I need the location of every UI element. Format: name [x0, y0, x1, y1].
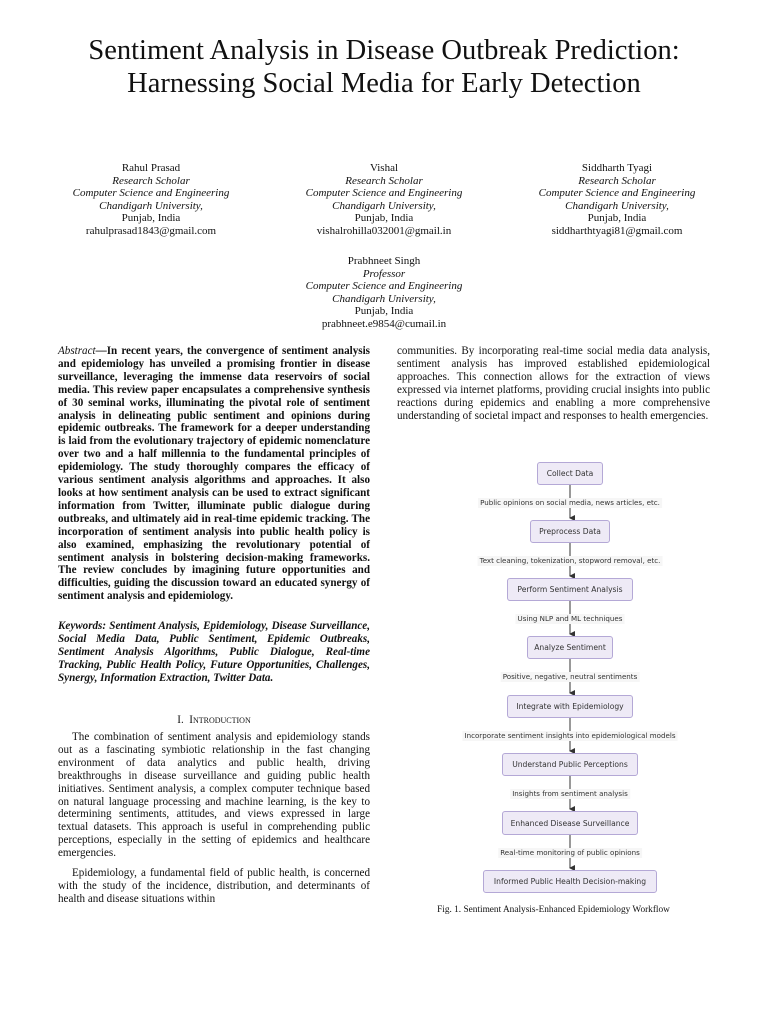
- title-line-2: Harnessing Social Media for Early Detection: [127, 68, 641, 99]
- author-role: Research Scholar: [345, 174, 423, 187]
- title-line-1: Sentiment Analysis in Disease Outbreak Prediction:: [88, 35, 680, 66]
- author-email: siddharthtyagi81@gmail.com: [551, 224, 683, 237]
- author-email: rahulprasad1843@gmail.com: [85, 224, 217, 237]
- flow-node-integrate-with-epidemiology: Integrate with Epidemiology: [507, 695, 633, 718]
- flow-node-analyze-sentiment: Analyze Sentiment: [527, 636, 613, 659]
- author-name: Siddharth Tyagi: [581, 162, 653, 174]
- flow-node-perform-sentiment-analysis: Perform Sentiment Analysis: [507, 578, 633, 601]
- author-email: prabhneet.e9854@cumail.in: [321, 317, 447, 330]
- author-role: Professor: [362, 267, 406, 280]
- author-location: Punjab, India: [354, 212, 414, 225]
- flow-edge-label: Public opinions on social media, news articles, etc.: [480, 498, 660, 507]
- author-block-2: [264, 162, 504, 238]
- figure-caption: Fig. 1. Sentiment Analysis-Enhanced Epidemiology Workflow: [437, 905, 670, 915]
- flow-node-understand-public-perceptions: Understand Public Perceptions: [502, 753, 638, 776]
- author-name: Rahul Prasad: [121, 162, 181, 174]
- author-role: Research Scholar: [112, 174, 190, 187]
- flow-edge-label: Text cleaning, tokenization, stopword removal, etc.: [479, 556, 661, 565]
- author-univ: Chandigarh University,: [332, 292, 436, 305]
- author-email: vishalrohilla032001@gmail.in: [316, 224, 452, 237]
- flow-edge-label: Positive, negative, neutral sentiments: [502, 672, 638, 681]
- author-location: Punjab, India: [354, 305, 414, 318]
- section-number: I.: [177, 714, 184, 726]
- author-location: Punjab, India: [121, 212, 181, 225]
- flow-edge-label: Using NLP and ML techniques: [517, 614, 623, 623]
- author-role: Research Scholar: [578, 174, 656, 187]
- intro-paragraph-1: The combination of sentiment analysis and epidemiology stands out as a fascinating symbiotic relationship in the fast changing environment of data analytics and public health, driving breakthroughs in disease surveillance and guiding public health initiatives. Sentiment analysis, a complex computer technique based on natural language processing and machine learning, is the key to determining sentiments, attitudes, and views expressed in large textual datasets. This approach is useful in comprehending public perceptions, especially in the setting of epidemics and healthcare emergencies.: [58, 731, 370, 860]
- author-univ: Chandigarh University,: [332, 199, 436, 212]
- flow-edge-label: Incorporate sentiment insights into epidemiological models: [464, 731, 676, 740]
- flow-node-enhanced-disease-surveillance: Enhanced Disease Surveillance: [502, 811, 638, 835]
- author-location: Punjab, India: [587, 212, 647, 225]
- flow-node-preprocess-data: Preprocess Data: [530, 520, 610, 543]
- paper-title: [30, 34, 738, 100]
- author-name: Vishal: [369, 162, 399, 174]
- flow-edge-label: Insights from sentiment analysis: [512, 789, 628, 798]
- author-block-1: [31, 162, 271, 238]
- abstract: [58, 345, 370, 603]
- author-univ: Chandigarh University,: [565, 199, 669, 212]
- author-block-3: [497, 162, 737, 238]
- author-dept: Computer Science and Engineering: [72, 187, 230, 200]
- author-univ: Chandigarh University,: [99, 199, 203, 212]
- author-name: Prabhneet Singh: [347, 255, 421, 267]
- keywords: [58, 620, 370, 685]
- intro-paragraph-2: Epidemiology, a fundamental field of public health, is concerned with the study of the incidence, distribution, and determinants of health and disease situations within: [58, 867, 370, 905]
- section-title: Introduction: [189, 714, 251, 726]
- keywords-lead: Keywords:: [58, 620, 107, 632]
- introduction-body: [58, 731, 370, 913]
- author-dept: Computer Science and Engineering: [538, 187, 696, 200]
- flow-edge-label: Real-time monitoring of public opinions: [500, 848, 640, 857]
- author-block-4: [264, 255, 504, 331]
- keywords-text: Sentiment Analysis, Epidemiology, Disease Surveillance, Social Media Data, Public Sentiment, Epidemic Outbreaks, Sentiment Analysis Algorithms, Public Dialogue, Real-time Tracking, Public Health Policy, Future Opportunities, Challenges, Synergy, Information Extraction, Twitter Data.: [58, 620, 370, 684]
- author-dept: Computer Science and Engineering: [305, 187, 463, 200]
- abstract-text: —In recent years, the convergence of sentiment analysis and epidemiology has unveiled a promising frontier in disease surveillance, leveraging the immense data reservoirs of social media. This review paper encapsulates a comprehensive synthesis of 30 seminal works, illuminating the pivotal role of sentiment analysis in delineating public sentiment and opinions during epidemic outbreaks. The framework for a deeper understanding is laid from the evolutionary trajectory of epidemic nomenclature over two and a half millennia to the fundamental principles of epidemiology. The study thoroughly compares the efficacy of various sentiment analysis algorithms and approaches. It also looks at how sentiment analysis can be used to extract significant information from Twitter, illuminate public dialogue during outbreaks, and ultimately aid in real-time epidemic tracking. The incorporation of sentiment analysis into public health policy is also examined, emphasizing the revolutionary potential of sentiment analysis in bolstering decision-making frameworks. The review concludes by imagining future opportunities and difficulties, guiding the discussion toward an educated synergy of sentiment analysis and epidemiology.: [58, 345, 370, 603]
- flow-node-informed-decision-making: Informed Public Health Decision-making: [483, 870, 657, 893]
- author-dept: Computer Science and Engineering: [305, 280, 463, 293]
- abstract-lead: Abstract: [58, 345, 96, 357]
- intro-continuation: communities. By incorporating real-time social media data analysis, sentiment analysis has improved established epidemiological approaches. This connection allows for the extraction of views expressed via internet platforms, providing crucial insights into public reactions during epidemics and enabling a more comprehensive understanding of societal impact and responses to health emergencies.: [397, 345, 710, 422]
- flow-node-collect-data: Collect Data: [537, 462, 603, 485]
- section-heading: [58, 714, 370, 726]
